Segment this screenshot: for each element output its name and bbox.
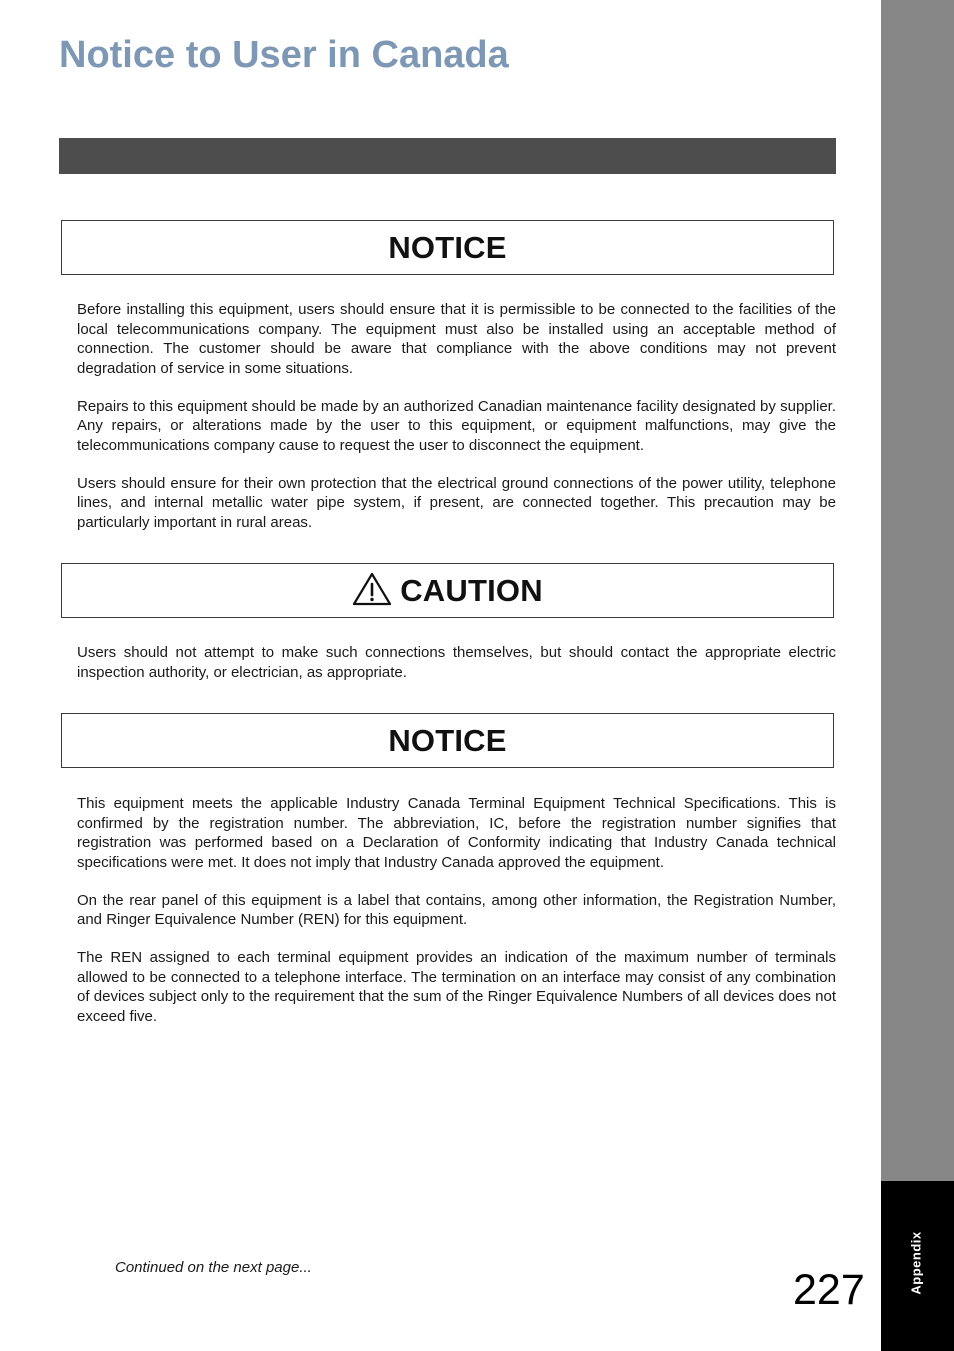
notice-heading: NOTICE [388,229,507,265]
caution-heading: CAUTION [400,572,543,608]
notice-body [77,300,836,551]
side-margin-bar [881,0,954,1351]
paragraph: Repairs to this equipment should be made by an authorized Canadian maintenance facility designated by supplier. Any repairs, or alterations made by the user to this equipment, or equipment malfunctions, may give the telecommunications company cause to request the user to disconnect the equipment. [77,397,836,454]
notice-heading: NOTICE [388,722,507,758]
page-number: 227 [793,1266,865,1314]
page-title: Notice to User in Canada [59,34,509,76]
paragraph: Users should not attempt to make such connections themselves, but should contact the appropriate electric inspection authority, or electrician, as appropriate. [77,644,836,681]
paragraph: Before installing this equipment, users should ensure that it is permissible to be connected to the facilities of the local telecommunications company. The equipment must also be installed using an acceptable method of connection. The customer should be aware that compliance with the above conditions may not prevent degradation of service in some situations. [77,301,836,377]
paragraph: Users should ensure for their own protection that the electrical ground connections of the power utility, telephone lines, and internal metallic water pipe system, if present, are connected together. This precaution may be particularly important in rural areas. [77,474,836,531]
paragraph: On the rear panel of this equipment is a label that contains, among other information, the Registration Number, and Ringer Equivalence Number (REN) for this equipment. [77,891,836,928]
notice-heading-box-2 [61,713,834,768]
paragraph: This equipment meets the applicable Industry Canada Terminal Equipment Technical Specifications. This is confirmed by the registration number. The abbreviation, IC, before the registration number signifies that registration was performed based on a Declaration of Conformity indicating that Industry Canada technical specifications were met. It does not imply that Industry Canada approved the equipment. [77,795,836,871]
notice-heading-box [61,220,834,275]
paragraph: The REN assigned to each terminal equipment provides an indication of the maximum number of terminals allowed to be connected to a telephone interface. The termination on an interface may consist of any combination of devices subject only to the requirement that the sum of the Ringer Equivalence Numbers of all devices does not exceed five. [77,949,836,1025]
continued-note: Continued on the next page... [115,1259,312,1276]
notice-body-2 [77,794,836,1045]
warning-triangle-icon [352,572,392,606]
caution-body [77,643,836,701]
section-header-bar [59,138,836,174]
caution-heading-box [61,563,834,618]
appendix-tab-label: Appendix [908,1231,924,1295]
